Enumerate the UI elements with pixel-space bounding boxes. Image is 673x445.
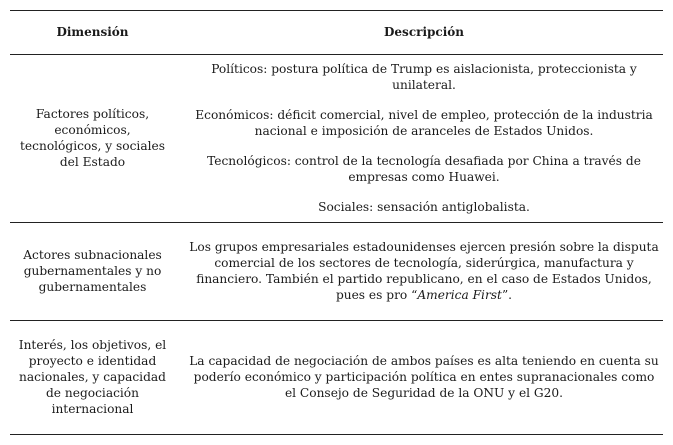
row3-description (185, 320, 663, 434)
row2-dimension (10, 222, 175, 320)
row2-dimension-text: Actores subnacionales gubernamentales y no gubernamentales (23, 248, 162, 294)
row1-desc-sociales: Sociales: sensación antiglobalista. (318, 200, 530, 214)
row3-dimension (10, 320, 175, 434)
row1-description (185, 54, 663, 222)
table-bottom-rule (10, 434, 663, 435)
row1-dimension-text: Factores políticos, económicos, tecnológicos, y sociales del Estado (20, 107, 165, 169)
header-dimension: Dimensión (56, 25, 129, 39)
row2-desc-post: ”. (501, 288, 513, 302)
row1-dimension (10, 54, 175, 222)
row3-dimension-text: Interés, los objetivos, el proyecto e identidad nacionales, y capacidad de negociación internacional (18, 338, 167, 416)
row1-desc-tecnologicos: Tecnológicos: control de la tecnología desafiada por China a través de empresas como Huawei. (207, 154, 641, 184)
row1-desc-economicos: Económicos: déficit comercial, nivel de empleo, protección de la industria nacional e imposición de aranceles de Estados Unidos. (195, 108, 653, 138)
header-description: Descripción (384, 25, 464, 39)
row2-desc-pre: Los grupos empresariales estadounidenses ejercen presión sobre la disputa comercial de los sectores de tecnología, siderúrgica, manufactura y financiero. También el partido republicano, en el caso de Estados Unidos, pues es pro “ (189, 240, 659, 302)
row3-desc-text: La capacidad de negociación de ambos países es alta teniendo en cuenta su poderío económico y participación política en entes supranacionales como el Consejo de Seguridad de la ONU y el G20. (189, 354, 659, 400)
row2-desc-text (189, 239, 659, 303)
row1-desc-politicos: Políticos: postura política de Trump es aislacionista, proteccionista y unilateral. (211, 62, 637, 92)
row2-desc-em: America First (417, 288, 502, 302)
row2-description (185, 222, 663, 320)
